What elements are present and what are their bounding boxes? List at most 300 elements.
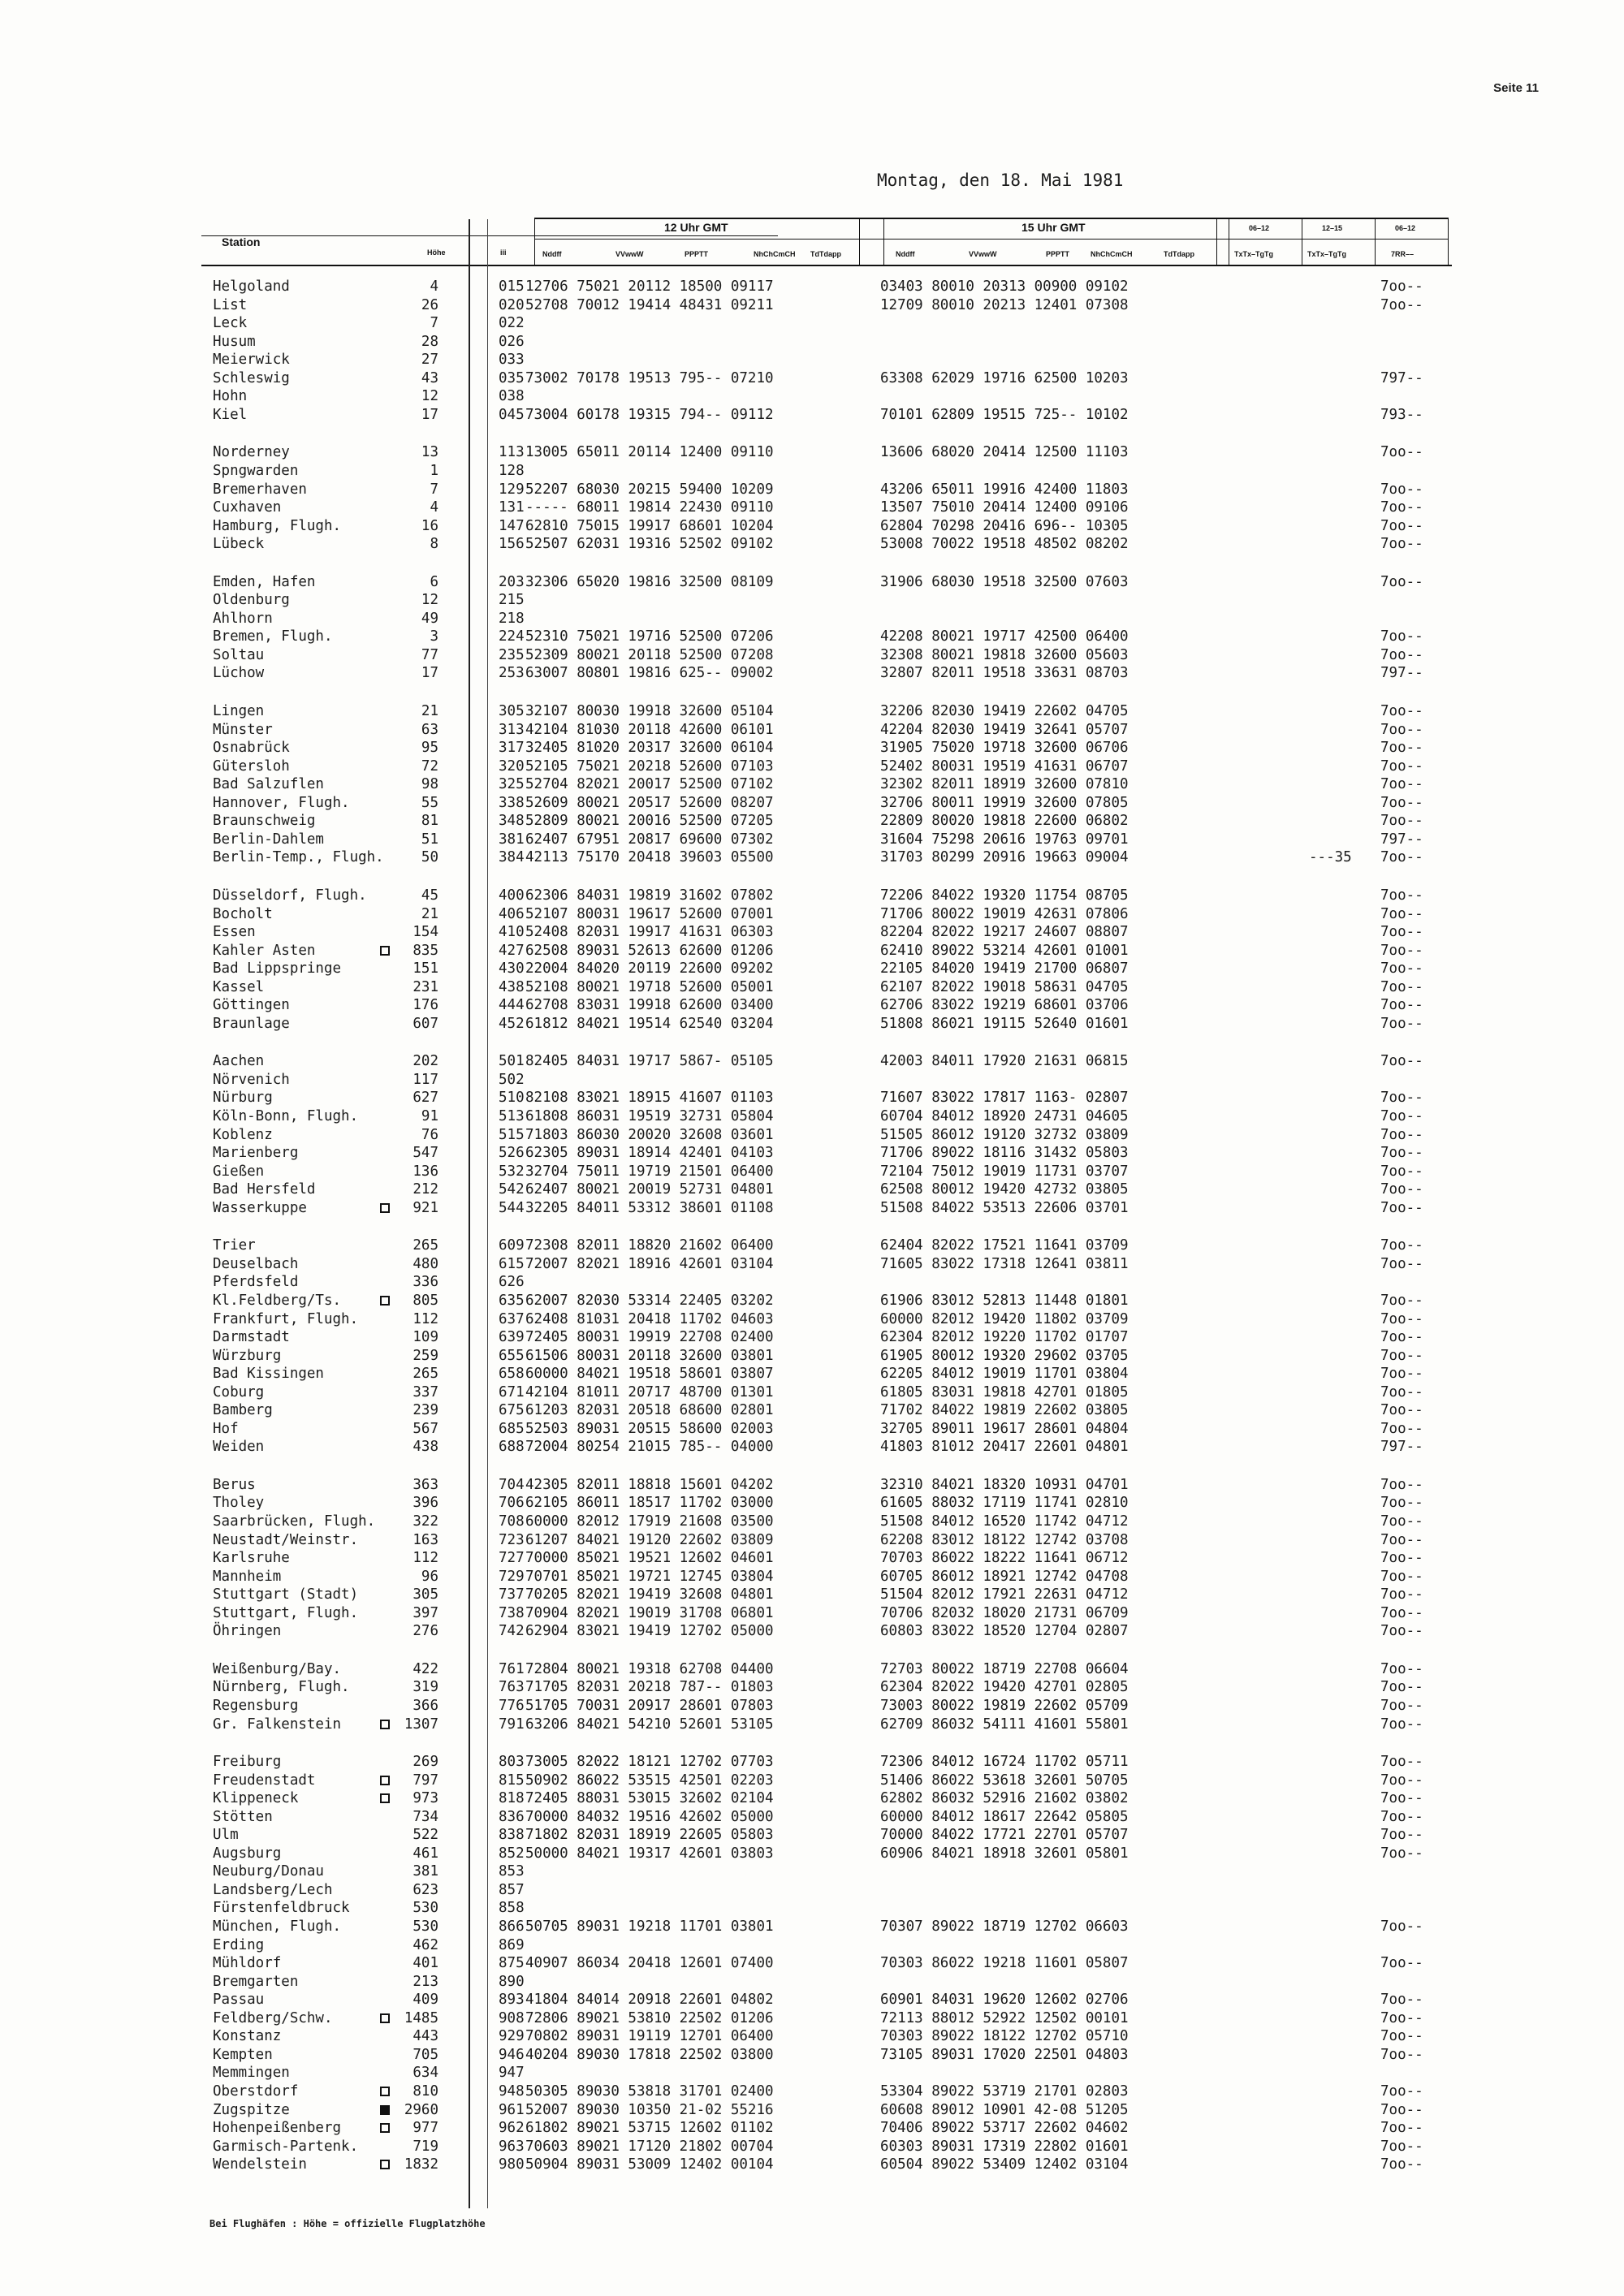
precip-code: 7oo-- (1380, 905, 1423, 922)
table-row (0, 315, 1624, 333)
table-row (0, 1569, 1624, 1586)
obs-15gmt: 60906 84021 18918 32601 05801 (880, 1845, 1129, 1862)
obs-12gmt: 61802 89021 53715 12602 01102 (525, 2120, 774, 2137)
station-name: Regensburg (213, 1697, 299, 1714)
precip-code: 797-- (1380, 369, 1423, 386)
obs-12gmt: 72308 82011 18820 21602 06400 (525, 1237, 774, 1254)
station-id: 305 (499, 703, 525, 719)
obs-15gmt: 61605 88032 17119 11741 02810 (880, 1495, 1129, 1512)
mountain-station-square-icon (380, 1776, 390, 1785)
table-row (0, 1053, 1624, 1071)
obs-15gmt: 70000 84022 17721 22701 05707 (880, 1827, 1129, 1844)
station-id: 742 (499, 1623, 525, 1640)
obs-15gmt: 42204 82030 19419 32641 05707 (880, 721, 1129, 738)
obs-12gmt: 40907 86034 20418 12601 07400 (525, 1955, 774, 1972)
station-name: Erding (213, 1936, 265, 1953)
station-name: Marienberg (213, 1145, 299, 1162)
obs-12gmt: 73002 70178 19513 795-- 07210 (525, 369, 774, 386)
station-id: 526 (499, 1145, 525, 1162)
station-id: 544 (499, 1199, 525, 1216)
station-height: 4 (430, 499, 438, 516)
station-height: 259 (412, 1347, 438, 1364)
obs-12gmt: 62105 86011 18517 11702 03000 (525, 1495, 774, 1512)
col-header: Nddff (896, 250, 915, 258)
precip-code: 7oo-- (1380, 2009, 1423, 2026)
station-name: Bocholt (213, 905, 273, 922)
table-row (0, 665, 1624, 683)
station-id: 803 (499, 1754, 525, 1770)
page-number: Seite 11 (1493, 81, 1539, 95)
station-name: Berlin-Temp., Flugh. (213, 849, 384, 866)
station-height: 95 (421, 740, 438, 757)
station-height: 797 (412, 1772, 438, 1789)
table-row (0, 352, 1624, 369)
station-height: 17 (421, 406, 438, 423)
station-height: 973 (412, 1790, 438, 1807)
obs-12gmt: 61203 82031 20518 68600 02801 (525, 1402, 774, 1419)
station-id: 658 (499, 1366, 525, 1383)
station-height: 607 (412, 1015, 438, 1032)
table-row (0, 906, 1624, 924)
obs-12gmt: 52507 62031 19316 52502 09102 (525, 536, 774, 553)
col-header: NhChCmCH (754, 250, 796, 258)
station-height: 265 (412, 1366, 438, 1383)
station-name: Öhringen (213, 1623, 282, 1640)
col-header: Nddff (542, 250, 562, 258)
obs-12gmt: 13005 65011 20114 12400 09110 (525, 444, 774, 461)
station-name: Wasserkuppe (213, 1199, 307, 1216)
station-height: 13 (421, 444, 438, 461)
station-id: 348 (499, 813, 525, 830)
station-name: Meierwick (213, 352, 290, 369)
station-height: 265 (412, 1237, 438, 1254)
table-row (0, 1348, 1624, 1366)
station-name: Weiden (213, 1439, 265, 1456)
precip-note: ---35 (1309, 849, 1352, 866)
table-row (0, 1293, 1624, 1310)
table-row (0, 1421, 1624, 1439)
station-name: Memmingen (213, 2065, 290, 2082)
obs-15gmt: 12709 80010 20213 12401 07308 (880, 296, 1129, 313)
station-height: 7 (430, 315, 438, 332)
table-row (0, 776, 1624, 794)
station-id: 818 (499, 1790, 525, 1807)
table-row (0, 1679, 1624, 1697)
station-id: 038 (499, 388, 525, 405)
obs-12gmt: 60000 82012 17919 21608 03500 (525, 1513, 774, 1530)
station-id: 946 (499, 2046, 525, 2063)
station-id: 015 (499, 278, 525, 295)
obs-12gmt: 41804 84014 20918 22601 04802 (525, 1992, 774, 2009)
table-row (0, 1845, 1624, 1863)
station-height: 45 (421, 887, 438, 904)
station-id: 637 (499, 1310, 525, 1327)
precip-code: 7oo-- (1380, 978, 1423, 995)
station-height: 1832 (404, 2156, 438, 2173)
station-id: 430 (499, 960, 525, 978)
station-height: 805 (412, 1292, 438, 1309)
precip-code: 7oo-- (1380, 499, 1423, 516)
station-height: 109 (412, 1329, 438, 1345)
station-height: 17 (421, 665, 438, 682)
precip-code: 7oo-- (1380, 1181, 1423, 1198)
station-height: 176 (412, 997, 438, 1014)
precip-code: 7oo-- (1380, 1679, 1423, 1696)
precip-code: 7oo-- (1380, 1347, 1423, 1364)
station-name: Düsseldorf, Flugh. (213, 887, 367, 904)
obs-15gmt: 13606 68020 20414 12500 11103 (880, 444, 1129, 461)
height-column-header: Höhe (427, 248, 446, 257)
obs-15gmt: 82204 82022 19217 24607 08807 (880, 924, 1129, 940)
obs-12gmt: 63206 84021 54210 52601 53105 (525, 1716, 774, 1733)
table-row (0, 997, 1624, 1015)
station-id: 513 (499, 1108, 525, 1124)
station-height: 151 (412, 960, 438, 978)
station-name: Neuburg/Donau (213, 1863, 324, 1880)
obs-12gmt: 42104 81011 20717 48700 01301 (525, 1383, 774, 1400)
station-height: 623 (412, 1881, 438, 1898)
station-id: 235 (499, 646, 525, 663)
table-row (0, 1716, 1624, 1734)
obs-12gmt: ----- 68011 19814 22430 09110 (525, 499, 774, 516)
obs-15gmt: 31604 75298 20616 19763 09701 (880, 831, 1129, 848)
station-name: Darmstadt (213, 1329, 290, 1345)
station-id: 400 (499, 887, 525, 904)
station-name: Bamberg (213, 1402, 273, 1419)
station-id: 853 (499, 1863, 525, 1880)
station-id: 128 (499, 463, 525, 479)
station-id: 406 (499, 905, 525, 922)
station-name: Schleswig (213, 369, 290, 386)
station-height: 7 (430, 481, 438, 498)
station-id: 384 (499, 849, 525, 866)
obs-15gmt: 70303 89022 18122 12702 05710 (880, 2028, 1129, 2045)
station-id: 410 (499, 924, 525, 940)
mountain-station-square-icon (380, 1203, 390, 1213)
station-height: 21 (421, 703, 438, 719)
precip-code: 7oo-- (1380, 1053, 1423, 1070)
station-height: 921 (412, 1199, 438, 1216)
station-height: 212 (412, 1181, 438, 1198)
obs-15gmt: 60303 89031 17319 22802 01601 (880, 2138, 1129, 2155)
station-name: Norderney (213, 444, 290, 461)
precip-code: 797-- (1380, 1439, 1423, 1456)
obs-15gmt: 41803 81012 20417 22601 04801 (880, 1439, 1129, 1456)
precip-code: 7oo-- (1380, 1402, 1423, 1419)
obs-12gmt: 72804 80021 19318 62708 04400 (525, 1660, 774, 1677)
table-row (0, 1384, 1624, 1402)
obs-15gmt: 32705 89011 19617 28601 04804 (880, 1420, 1129, 1437)
obs-15gmt: 51504 82012 17921 22631 04712 (880, 1586, 1129, 1603)
station-name: Osnabrück (213, 740, 290, 757)
precip-code: 7oo-- (1380, 1383, 1423, 1400)
obs-12gmt: 61812 84021 19514 62540 03204 (525, 1015, 774, 1032)
obs-15gmt: 71702 84022 19819 22602 03805 (880, 1402, 1129, 1419)
station-name: Lüchow (213, 665, 265, 682)
station-id: 218 (499, 610, 525, 627)
precip-code: 7oo-- (1380, 1495, 1423, 1512)
obs-12gmt: 61506 80031 20118 32600 03801 (525, 1347, 774, 1364)
station-id: 325 (499, 776, 525, 793)
station-id: 542 (499, 1181, 525, 1198)
station-height: 27 (421, 352, 438, 369)
table-row (0, 1918, 1624, 1936)
station-height: 21 (421, 905, 438, 922)
station-name: Nürburg (213, 1090, 273, 1107)
station-id: 452 (499, 1015, 525, 1032)
station-id: 929 (499, 2028, 525, 2045)
station-height: 443 (412, 2028, 438, 2045)
station-id: 857 (499, 1881, 525, 1898)
obs-12gmt: 52108 80021 19718 52600 05001 (525, 978, 774, 995)
station-name: Würzburg (213, 1347, 282, 1364)
station-height: 396 (412, 1495, 438, 1512)
station-height: 91 (421, 1108, 438, 1124)
table-row (0, 1200, 1624, 1218)
station-name: Kiel (213, 406, 248, 423)
obs-15gmt: 51505 86012 19120 32732 03809 (880, 1126, 1129, 1143)
station-id: 961 (499, 2101, 525, 2118)
table-row (0, 1532, 1624, 1550)
obs-12gmt: 42113 75170 20418 39603 05500 (525, 849, 774, 866)
precip-code: 797-- (1380, 831, 1423, 848)
obs-15gmt: 61906 83012 52813 11448 01801 (880, 1292, 1129, 1309)
precip-code: 7oo-- (1380, 2028, 1423, 2045)
station-height: 1485 (404, 2009, 438, 2026)
table-row (0, 1495, 1624, 1513)
station-id: 655 (499, 1347, 525, 1364)
precip-code: 7oo-- (1380, 1697, 1423, 1714)
col-header: 06–12 (1249, 224, 1270, 232)
station-name: Freudenstadt (213, 1772, 316, 1789)
station-id: 639 (499, 1329, 525, 1345)
obs-15gmt: 60705 86012 18921 12742 04708 (880, 1568, 1129, 1585)
obs-12gmt: 70205 82021 19419 32608 04801 (525, 1586, 774, 1603)
station-id: 026 (499, 333, 525, 350)
obs-12gmt: 62305 89031 18914 42401 04103 (525, 1145, 774, 1162)
station-name: Passau (213, 1992, 265, 2009)
precip-code: 7oo-- (1380, 278, 1423, 295)
precip-code: 7oo-- (1380, 1845, 1423, 1862)
station-name: Hamburg, Flugh. (213, 517, 342, 534)
table-row (0, 1809, 1624, 1827)
obs-15gmt: 31906 68030 19518 32500 07603 (880, 573, 1129, 590)
station-height: 462 (412, 1936, 438, 1953)
table-row (0, 370, 1624, 388)
station-id: 438 (499, 978, 525, 995)
precip-code: 7oo-- (1380, 2156, 1423, 2173)
obs-15gmt: 32807 82011 19518 33631 08703 (880, 665, 1129, 682)
station-id: 763 (499, 1679, 525, 1696)
obs-15gmt: 60803 83022 18520 12704 02807 (880, 1623, 1129, 1640)
station-height: 422 (412, 1660, 438, 1677)
table-row (0, 628, 1624, 646)
obs-15gmt: 72104 75012 19019 11731 03707 (880, 1163, 1129, 1180)
station-height: 401 (412, 1955, 438, 1972)
obs-15gmt: 32302 82011 18919 32600 07810 (880, 776, 1129, 793)
table-row (0, 1439, 1624, 1457)
mountain-station-square-icon (380, 1720, 390, 1729)
station-id: 852 (499, 1845, 525, 1862)
precip-code: 7oo-- (1380, 776, 1423, 793)
precip-code: 7oo-- (1380, 1310, 1423, 1327)
col-header: PPPTT (1046, 250, 1070, 258)
obs-12gmt: 32405 81020 20317 32600 06104 (525, 740, 774, 757)
station-id: 224 (499, 628, 525, 645)
table-row (0, 2083, 1624, 2101)
station-id: 502 (499, 1071, 525, 1088)
obs-12gmt: 70000 84032 19516 42602 05000 (525, 1808, 774, 1825)
obs-15gmt: 63308 62029 19716 62500 10203 (880, 369, 1129, 386)
table-row (0, 1145, 1624, 1163)
station-height: 12 (421, 388, 438, 405)
station-height: 76 (421, 1126, 438, 1143)
station-name: Oldenburg (213, 592, 290, 609)
station-id: 908 (499, 2009, 525, 2026)
precip-code: 7oo-- (1380, 1015, 1423, 1032)
station-height: 461 (412, 1845, 438, 1862)
table-row (0, 1974, 1624, 1992)
obs-15gmt: 70303 86022 19218 11601 05807 (880, 1955, 1129, 1972)
station-name: Hohenpeißenberg (213, 2120, 342, 2137)
station-id: 317 (499, 740, 525, 757)
station-height: 72 (421, 757, 438, 775)
station-height: 438 (412, 1439, 438, 1456)
station-height: 705 (412, 2046, 438, 2063)
station-name: Berlin-Dahlem (213, 831, 324, 848)
station-name: Bremerhaven (213, 481, 307, 498)
station-name: Berus (213, 1476, 256, 1493)
station-id: 203 (499, 573, 525, 590)
table-row (0, 1402, 1624, 1420)
station-id: 727 (499, 1550, 525, 1567)
station-height: 634 (412, 2065, 438, 2082)
table-row (0, 2138, 1624, 2156)
obs-12gmt: 73004 60178 19315 794-- 09112 (525, 406, 774, 423)
precip-code: 7oo-- (1380, 2101, 1423, 2118)
station-name: Tholey (213, 1495, 265, 1512)
station-name: Saarbrücken, Flugh. (213, 1513, 376, 1530)
station-height: 530 (412, 1900, 438, 1917)
obs-12gmt: 62408 81031 20418 11702 04603 (525, 1310, 774, 1327)
table-row (0, 795, 1624, 813)
obs-15gmt: 62404 82022 17521 11641 03709 (880, 1237, 1129, 1254)
station-height: 26 (421, 296, 438, 313)
mountain-station-square-icon (380, 1793, 390, 1803)
station-height: 81 (421, 813, 438, 830)
precip-code: 7oo-- (1380, 628, 1423, 645)
obs-12gmt: 71705 82031 20218 787-- 01803 (525, 1679, 774, 1696)
table-row (0, 2156, 1624, 2174)
station-height: 363 (412, 1476, 438, 1493)
mountain-station-square-icon (380, 2013, 390, 2023)
station-name: Coburg (213, 1383, 265, 1400)
station-id: 626 (499, 1274, 525, 1291)
obs-15gmt: 60000 82012 19420 11802 03709 (880, 1310, 1129, 1327)
obs-15gmt: 62107 82022 19018 58631 04705 (880, 978, 1129, 995)
obs-12gmt: 73005 82022 18121 12702 07703 (525, 1754, 774, 1770)
table-row (0, 1108, 1624, 1126)
station-id: 045 (499, 406, 525, 423)
col-header: 06–12 (1395, 224, 1416, 232)
station-id: 761 (499, 1660, 525, 1677)
obs-12gmt: 50000 84021 19317 42601 03803 (525, 1845, 774, 1862)
precip-code: 7oo-- (1380, 517, 1423, 534)
precip-code: 7oo-- (1380, 1420, 1423, 1437)
station-height: 3 (430, 628, 438, 645)
table-row (0, 1237, 1624, 1255)
station-id: 738 (499, 1604, 525, 1621)
iii-column-header: iii (500, 248, 507, 257)
station-id: 532 (499, 1163, 525, 1180)
table-row (0, 2065, 1624, 2082)
station-id: 510 (499, 1090, 525, 1107)
station-name: Kl.Feldberg/Ts. (213, 1292, 342, 1309)
obs-12gmt: 12706 75021 20112 18500 09117 (525, 278, 774, 295)
table-row (0, 1882, 1624, 1900)
station-name: Cuxhaven (213, 499, 282, 516)
precip-code: 7oo-- (1380, 942, 1423, 959)
table-row (0, 1513, 1624, 1531)
station-height: 305 (412, 1586, 438, 1603)
table-row (0, 1900, 1624, 1918)
obs-15gmt: 22105 84020 19419 21700 06807 (880, 960, 1129, 978)
station-name: Mannheim (213, 1568, 282, 1585)
station-height: 112 (412, 1310, 438, 1327)
station-name: Gr. Falkenstein (213, 1716, 342, 1733)
obs-12gmt: 52107 80031 19617 52600 07001 (525, 905, 774, 922)
station-height: 627 (412, 1090, 438, 1107)
station-height: 719 (412, 2138, 438, 2155)
station-height: 8 (430, 536, 438, 553)
station-id: 875 (499, 1955, 525, 1972)
station-height: 50 (421, 849, 438, 866)
precip-code: 7oo-- (1380, 1255, 1423, 1272)
table-row (0, 1754, 1624, 1772)
precip-code: 7oo-- (1380, 536, 1423, 553)
precip-code: 7oo-- (1380, 757, 1423, 775)
station-height: 2960 (404, 2101, 438, 2118)
table-row (0, 887, 1624, 905)
table-row (0, 1605, 1624, 1623)
obs-12gmt: 52007 89030 10350 21-02 55216 (525, 2101, 774, 2118)
station-height: 397 (412, 1604, 438, 1621)
table-row (0, 592, 1624, 610)
station-name: Hohn (213, 388, 248, 405)
obs-15gmt: 73105 89031 17020 22501 04803 (880, 2046, 1129, 2063)
station-name: Feldberg/Schw. (213, 2009, 333, 2026)
station-height: 213 (412, 1973, 438, 1990)
station-height: 112 (412, 1550, 438, 1567)
station-height: 77 (421, 646, 438, 663)
station-height: 117 (412, 1071, 438, 1088)
table-row (0, 1477, 1624, 1495)
station-name: Hof (213, 1420, 239, 1437)
precip-code: 7oo-- (1380, 1108, 1423, 1124)
obs-15gmt: 72703 80022 18719 22708 06604 (880, 1660, 1129, 1677)
mountain-station-square-icon (380, 946, 390, 956)
obs-12gmt: 60000 84021 19518 58601 03807 (525, 1366, 774, 1383)
station-height: 239 (412, 1402, 438, 1419)
precip-code: 7oo-- (1380, 997, 1423, 1014)
obs-12gmt: 70701 85021 19721 12745 03804 (525, 1568, 774, 1585)
station-id: 838 (499, 1827, 525, 1844)
station-id: 022 (499, 315, 525, 332)
table-row (0, 297, 1624, 315)
station-name: Bad Hersfeld (213, 1181, 316, 1198)
precip-code: 7oo-- (1380, 740, 1423, 757)
obs-12gmt: 50902 86022 53515 42501 02203 (525, 1772, 774, 1789)
